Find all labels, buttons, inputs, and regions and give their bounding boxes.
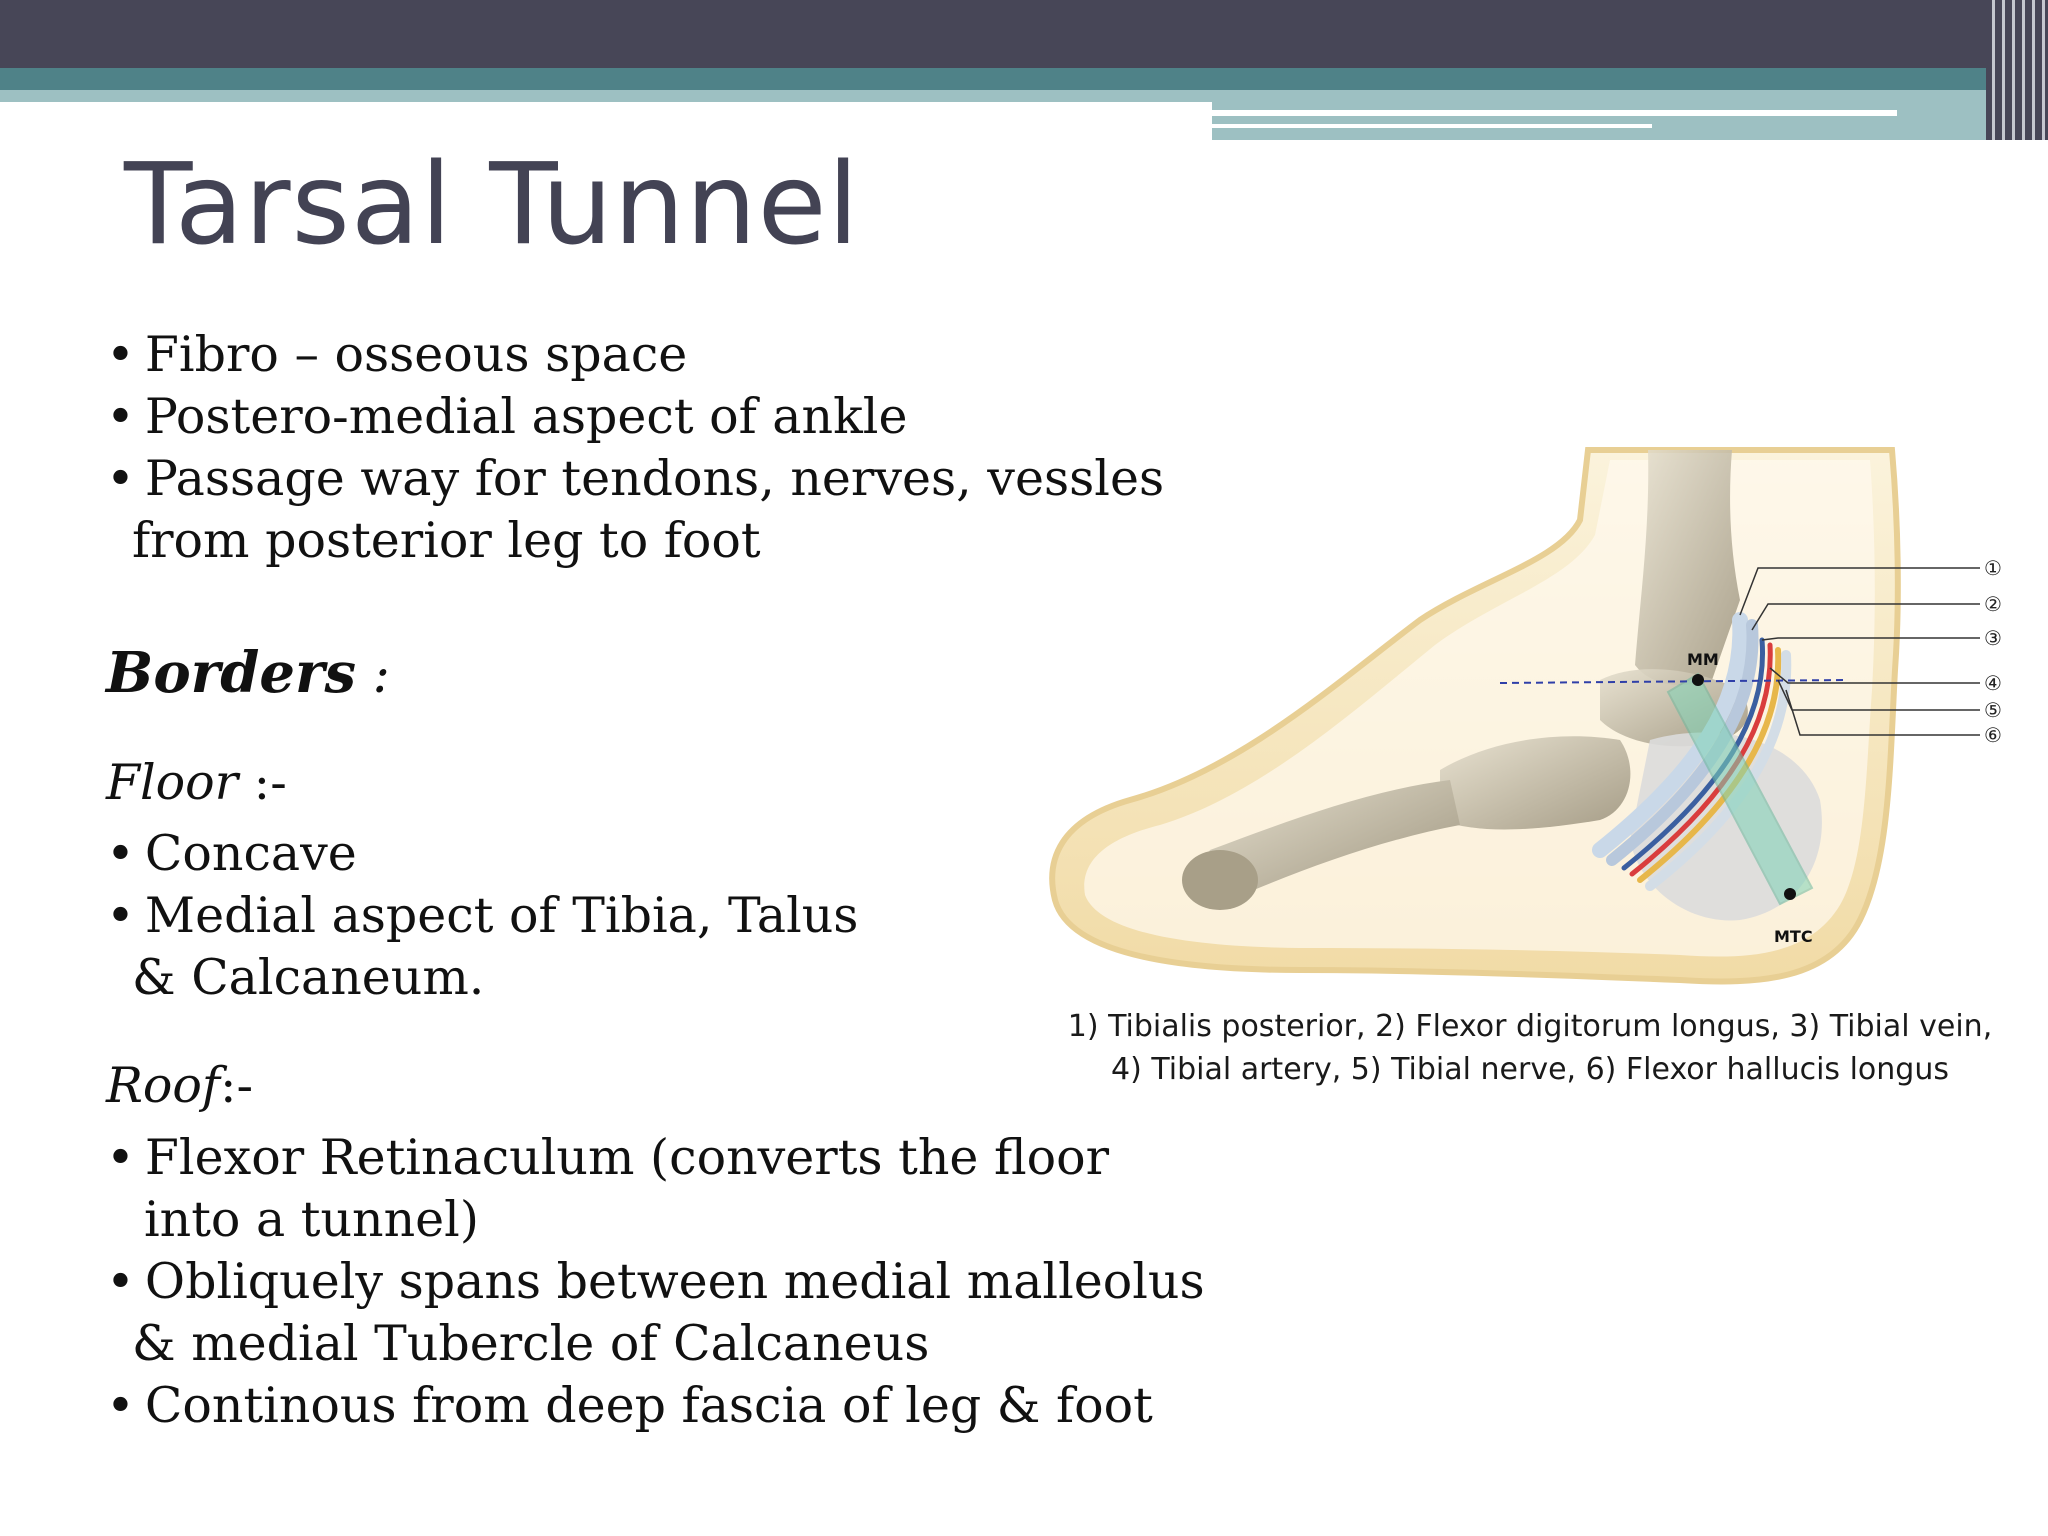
intro-bullet-2: • Postero-medial aspect of ankle bbox=[106, 386, 1164, 448]
roof-heading bbox=[106, 1055, 253, 1117]
number-marker-4: ④ bbox=[1984, 671, 2002, 695]
header-accent-line bbox=[1212, 110, 1897, 116]
header-band-dark bbox=[0, 0, 2048, 68]
intro-bullet-list bbox=[106, 324, 1164, 572]
number-marker-3: ③ bbox=[1984, 626, 2002, 650]
slide-title: Tarsal Tunnel bbox=[124, 140, 860, 270]
number-marker-2: ② bbox=[1984, 592, 2002, 616]
mtc-point bbox=[1784, 888, 1796, 900]
header-band-light-left bbox=[0, 90, 1212, 102]
roof-bullet-2: • Obliquely spans between medial malleolus bbox=[106, 1251, 1205, 1313]
floor-heading-suffix: :- bbox=[238, 754, 287, 811]
floor-bullet-2-continuation: & Calcaneum. bbox=[132, 949, 485, 1006]
figure-caption-line-2: 4) Tibial artery, 5) Tibial nerve, 6) Flexor hallucis longus bbox=[1111, 1052, 1949, 1087]
header-accent-line-short bbox=[1212, 124, 1652, 128]
intro-bullet-3: • Passage way for tendons, nerves, vessles bbox=[106, 448, 1164, 510]
header-band-teal bbox=[0, 68, 2048, 90]
number-marker-1: ① bbox=[1984, 556, 2002, 580]
mm-point bbox=[1692, 674, 1704, 686]
roof-bullet-list bbox=[106, 1127, 1205, 1437]
floor-bullet-1: • Concave bbox=[106, 823, 858, 885]
roof-bullet-2-continuation: & medial Tubercle of Calcaneus bbox=[132, 1315, 930, 1372]
figure-caption-line-1: 1) Tibialis posterior, 2) Flexor digitorum longus, 3) Tibial vein, bbox=[1067, 1009, 1993, 1044]
borders-heading bbox=[106, 642, 390, 707]
roof-bullet-1: • Flexor Retinaculum (converts the floor bbox=[106, 1127, 1205, 1189]
roof-heading-suffix: :- bbox=[220, 1057, 254, 1114]
roof-heading-label: Roof bbox=[106, 1057, 221, 1114]
figure-caption bbox=[1040, 1005, 2020, 1091]
roof-bullet-1-continuation: into a tunnel) bbox=[144, 1191, 479, 1248]
mtc-label: MTC bbox=[1774, 927, 1813, 946]
intro-bullet-3-continuation: from posterior leg to foot bbox=[132, 512, 761, 569]
floor-heading bbox=[106, 752, 287, 814]
borders-heading-label: Borders bbox=[106, 640, 357, 706]
floor-bullet-2: • Medial aspect of Tibia, Talus bbox=[106, 885, 858, 947]
toe-bone bbox=[1182, 850, 1258, 910]
mm-label: MM bbox=[1687, 650, 1719, 669]
ankle-anatomy-illustration bbox=[1040, 440, 2020, 1000]
roof-bullet-3: • Continous from deep fascia of leg & foot bbox=[106, 1375, 1205, 1437]
intro-bullet-1: • Fibro – osseous space bbox=[106, 324, 1164, 386]
borders-heading-colon: : bbox=[356, 645, 391, 705]
number-marker-5: ⑤ bbox=[1984, 698, 2002, 722]
floor-bullet-list bbox=[106, 823, 858, 1009]
floor-heading-label: Floor bbox=[106, 754, 239, 811]
header-corner-stripes bbox=[1986, 0, 2048, 140]
number-marker-6: ⑥ bbox=[1984, 723, 2002, 747]
